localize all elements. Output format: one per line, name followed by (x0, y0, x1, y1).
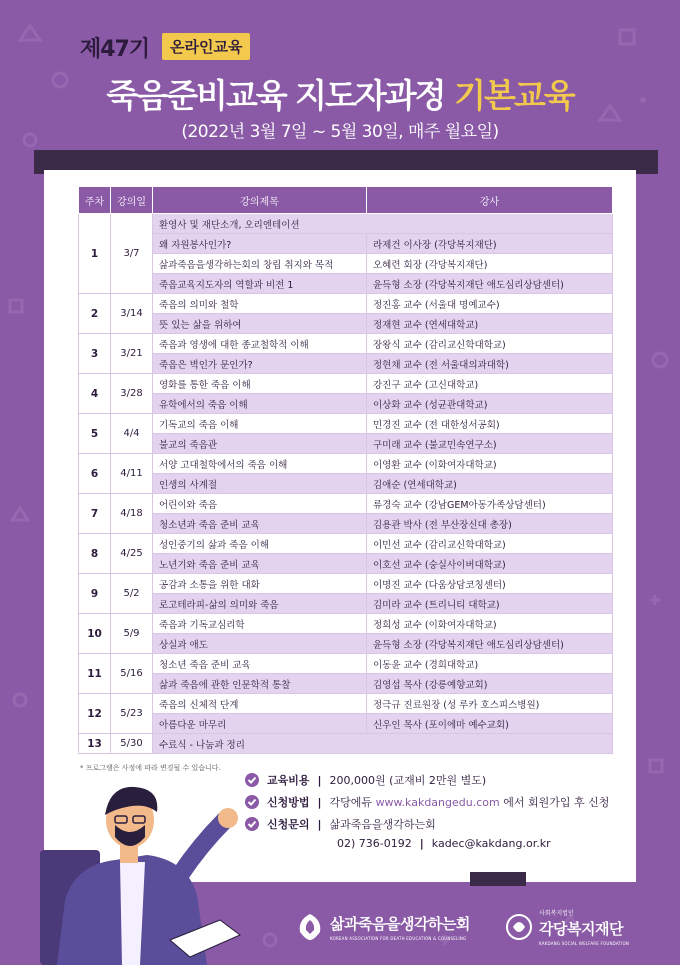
week-number: 8 (79, 534, 111, 574)
lecturer: 정극규 진료원장 (성 루카 호스피스병원) (367, 694, 613, 714)
table-row (79, 554, 613, 574)
lecturer: 김영섭 목사 (강릉예향교회) (367, 674, 613, 694)
week-number: 4 (79, 374, 111, 414)
lecturer: 이동윤 교수 (경희대학교) (367, 654, 613, 674)
lecturer: 이상화 교수 (성균관대학교) (367, 394, 613, 414)
lecturer: 이호선 교수 (숭실사이버대학교) (367, 554, 613, 574)
header-title: 강의제목 (153, 187, 367, 214)
lecturer: 정희성 교수 (이화여자대학교) (367, 614, 613, 634)
lecture-title: 죽음과 영생에 대한 종교철학적 이해 (153, 334, 367, 354)
lecturer: 구미래 교수 (불교민속연구소) (367, 434, 613, 454)
info-contact-detail: 02) 736-0192 | kadec@kakdang.or.kr (337, 836, 551, 850)
lecturer: 정재현 교수 (연세대학교) (367, 314, 613, 334)
lecturer: 라제건 이사장 (각당복지재단) (367, 234, 613, 254)
table-row (79, 714, 613, 734)
table-row (79, 474, 613, 494)
person-illustration (20, 780, 250, 965)
contact-org: 삶과죽음을생각하는회 (329, 818, 436, 831)
week-number: 5 (79, 414, 111, 454)
table-row (79, 614, 613, 634)
lecturer: 강진구 교수 (고신대학교) (367, 374, 613, 394)
week-number: 9 (79, 574, 111, 614)
table-row (79, 534, 613, 554)
table-row (79, 694, 613, 714)
table-row (79, 234, 613, 254)
board-ledge (470, 872, 526, 886)
lecture-title: 뜻 있는 삶을 위하여 (153, 314, 367, 334)
logo2-sub: KAKDANG SOCIAL WELFARE FOUNDATION (539, 941, 630, 946)
change-note: * 프로그램은 사정에 따라 변경될 수 있습니다. (80, 764, 221, 772)
logo2-small: 사회복지법인 (539, 910, 574, 917)
lecturer: 이명진 교수 (다움상담코칭센터) (367, 574, 613, 594)
lecturer: 오혜련 회장 (각당복지재단) (367, 254, 613, 274)
lecture-title: 기독교의 죽음 이해 (153, 414, 367, 434)
info-apply: 신청방법 | 각당에듀 www.kakdangedu.com 에서 회원가입 후 신청 (245, 792, 665, 812)
table-row (79, 254, 613, 274)
lecturer: 김미라 교수 (트리니티 대학교) (367, 594, 613, 614)
lecturer: 민경진 교수 (전 대한성서공회) (367, 414, 613, 434)
table-row (79, 634, 613, 654)
contact-label: 신청문의 (267, 818, 310, 831)
table-row (79, 674, 613, 694)
lecturer: 정진홍 교수 (서울대 명예교수) (367, 294, 613, 314)
info-contact: 신청문의 | 삶과죽음을생각하는회 (245, 814, 665, 834)
table-row (79, 334, 613, 354)
lecture-date: 4/25 (111, 534, 153, 574)
week-number: 13 (79, 734, 111, 754)
logo2-name: 각당복지재단 (539, 920, 623, 938)
table-row (79, 514, 613, 534)
lecture-title: 청소년과 죽음 준비 교육 (153, 514, 367, 534)
logo1-sub: KOREAN ASSOCIATION FOR DEATH EDUCATION & COUNSELING (330, 936, 467, 941)
lecture-title: 왜 자원봉사인가? (153, 234, 367, 254)
lecture-title: 유학에서의 죽음 이해 (153, 394, 367, 414)
lecturer: 류경숙 교수 (강남GEM아동가족상담센터) (367, 494, 613, 514)
lecture-date: 5/2 (111, 574, 153, 614)
lecture-date: 3/7 (111, 214, 153, 294)
contact-email[interactable]: kadec@kakdang.or.kr (431, 836, 551, 850)
logo-foundation (505, 908, 629, 946)
lecture-title: 죽음의 신체적 단계 (153, 694, 367, 714)
table-row (79, 654, 613, 674)
lecture-title: 수료식 - 나눔과 정리 (153, 734, 613, 754)
table-row (79, 214, 613, 234)
lecture-title: 삶과 죽음에 관한 인문학적 통찰 (153, 674, 367, 694)
date-line: (2022년 3월 7일 ~ 5월 30일, 매주 월요일) (181, 122, 499, 142)
lecture-title: 성인중기의 삶과 죽음 이해 (153, 534, 367, 554)
apply-prefix: 각당에듀 (329, 796, 373, 809)
table-row (79, 374, 613, 394)
table-row (79, 494, 613, 514)
info-fee: 교육비용 | 200,000원 (교재비 2만원 별도) (245, 770, 665, 790)
lecturer: 정현채 교수 (전 서울대의과대학) (367, 354, 613, 374)
table-row (79, 734, 613, 754)
lecture-date: 5/23 (111, 694, 153, 734)
header-date: 강의일 (111, 187, 153, 214)
lecture-title: 죽음교육지도자의 역할과 비전 1 (153, 274, 367, 294)
lecture-date: 3/21 (111, 334, 153, 374)
week-number: 1 (79, 214, 111, 294)
header-lecturer: 강사 (367, 187, 613, 214)
apply-suffix: 에서 회원가입 후 신청 (503, 796, 610, 809)
table-row (79, 594, 613, 614)
lecture-title: 죽음은 벽인가 문인가? (153, 354, 367, 374)
week-number: 7 (79, 494, 111, 534)
apply-url-link[interactable]: www.kakdangedu.com (375, 795, 500, 809)
lecture-title: 청소년 죽음 준비 교육 (153, 654, 367, 674)
page-title (0, 70, 680, 117)
lecture-title: 로고테라피-삶의 의미와 죽음 (153, 594, 367, 614)
apply-label: 신청방법 (267, 796, 310, 809)
lecturer: 윤득형 소장 (각당복지재단 애도심리상담센터) (367, 274, 613, 294)
lecture-date: 5/16 (111, 654, 153, 694)
header (0, 0, 680, 150)
header-week: 주차 (79, 187, 111, 214)
lecture-title: 삶과죽음을생각하는회의 창립 취지와 목적 (153, 254, 367, 274)
lecture-title: 죽음과 기독교심리학 (153, 614, 367, 634)
week-number: 11 (79, 654, 111, 694)
title-accent: 기본교육 (454, 76, 574, 115)
table-row (79, 434, 613, 454)
online-badge: 온라인교육 (162, 33, 250, 60)
schedule-table (78, 186, 613, 754)
week-number: 3 (79, 334, 111, 374)
logo1-name: 삶과죽음을생각하는회 (330, 915, 470, 933)
edition-label: 제47기 (80, 37, 150, 62)
lecture-date: 4/4 (111, 414, 153, 454)
table-row (79, 454, 613, 474)
lecture-date: 3/28 (111, 374, 153, 414)
table-row (79, 314, 613, 334)
table-row (79, 414, 613, 434)
lecturer: 김용관 박사 (전 부산장신대 총장) (367, 514, 613, 534)
fee-value: 200,000원 (교재비 2만원 별도) (329, 774, 487, 787)
lecturer: 김애순 (연세대학교) (367, 474, 613, 494)
lecture-title: 죽음의 의미와 철학 (153, 294, 367, 314)
week-number: 2 (79, 294, 111, 334)
lecture-title: 환영사 및 재단소개, 오리엔테이션 (153, 214, 613, 234)
week-number: 10 (79, 614, 111, 654)
lecture-title: 불교의 죽음관 (153, 434, 367, 454)
lecture-title: 인생의 사계절 (153, 474, 367, 494)
title-main: 죽음준비교육 지도자과정 (106, 76, 445, 115)
lecture-title: 영화를 통한 죽음 이해 (153, 374, 367, 394)
lecture-date: 4/11 (111, 454, 153, 494)
lecturer: 이영환 교수 (이화여자대학교) (367, 454, 613, 474)
lecture-date: 5/30 (111, 734, 153, 754)
logo-foundation-icon (505, 912, 533, 942)
lecture-date: 3/14 (111, 294, 153, 334)
week-number: 6 (79, 454, 111, 494)
lecturer: 장왕식 교수 (감리교신학대학교) (367, 334, 613, 354)
table-row (79, 294, 613, 314)
lecture-title: 어린이와 죽음 (153, 494, 367, 514)
table-row (79, 354, 613, 374)
lecturer: 신우인 목사 (포이에마 예수교회) (367, 714, 613, 734)
logo-emblem-icon (296, 912, 324, 942)
lecture-title: 상실과 애도 (153, 634, 367, 654)
lecture-title: 서양 고대철학에서의 죽음 이해 (153, 454, 367, 474)
table-row (79, 574, 613, 594)
week-number: 12 (79, 694, 111, 734)
lecture-date: 5/9 (111, 614, 153, 654)
lecture-title: 노년기와 죽음 준비 교육 (153, 554, 367, 574)
lecture-date: 4/18 (111, 494, 153, 534)
logo-association (296, 912, 470, 942)
contact-phone: 02) 736-0192 (337, 836, 412, 850)
schedule-body (79, 214, 613, 754)
lecture-title: 아름다운 마무리 (153, 714, 367, 734)
lecture-title: 공감과 소통을 위한 대화 (153, 574, 367, 594)
lecturer: 윤득형 소장 (각당복지재단 애도심리상담센터) (367, 634, 613, 654)
table-row (79, 394, 613, 414)
table-row (79, 274, 613, 294)
fee-label: 교육비용 (267, 774, 310, 787)
lecturer: 이민선 교수 (감리교신학대학교) (367, 534, 613, 554)
